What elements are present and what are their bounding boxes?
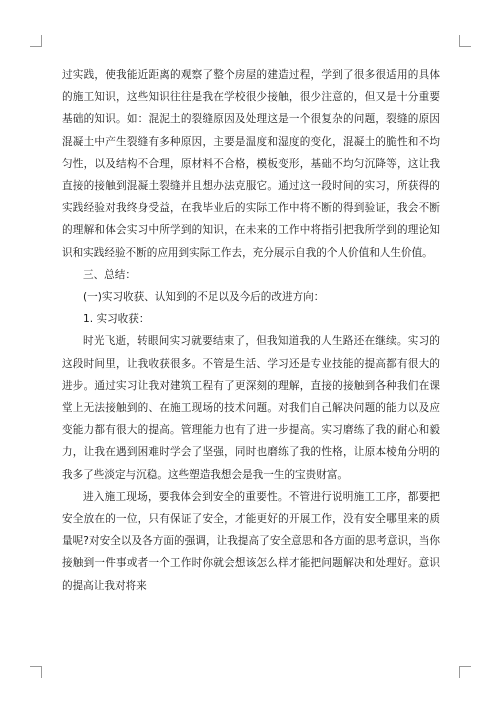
item-heading-internship-gains: 1. 实习收获： (83, 313, 150, 326)
paragraph-time-flies: 时光飞逝，转眼间实习就要结束了，但我知道我的人生路还在继续。实习的这段时间里，让我收获很多。不管是生活、学习还是专业技能的提高都有很大的进步。通过实习让我对建筑工程有了更深刻的理解，直接的接触到各种我们在课堂上无法接触到的、在施工现场的技术问题。对我们自己解决问题的能力以及应变能力都有很大的提高。管理能力也有了进一步提高。实习磨练了我的耐心和毅力，让我在遇到困难时学会了坚强，同时也磨练了我的性格，让原本棱角分明的我多了些淡定与沉稳。这些塑造我想会是我一生的宝贵财富。 (62, 335, 440, 481)
crop-mark-top-left (30, 35, 42, 47)
document-body (62, 64, 440, 597)
crop-mark-bottom-left (30, 666, 42, 678)
section-heading-summary: 三、总结： (83, 268, 136, 281)
subsection-heading-gains: (一)实习收获、认知到的不足以及今后的改进方向： (83, 291, 325, 304)
crop-mark-bottom-right (459, 666, 471, 678)
paragraph-safety: 进入施工现场，要我体会到安全的重要性。不管进行说明施工工序，都要把安全放在的一位，只有保证了安全，才能更好的开展工作，没有安全哪里来的质量呢?对安全以及各方面的强调，让我提高了安全意思和各方面的思考意识，当你接触到一件事或者一个工作时你就会想该怎么样才能把问题解决和处理好。意识的提高让我对将来 (62, 490, 440, 592)
paragraph-practice-knowledge: 过实践，使我能近距离的观察了整个房屋的建造过程，学到了很多很适用的具体的施工知识，这些知识往往是我在学校很少接触，很少注意的，但又是十分重要基础的知识。如：混泥土的裂缝原因及处理这是一个很复杂的问题，裂缝的原因混凝土中产生裂缝有多种原因，主要是温度和湿度的变化，混凝土的脆性和不均匀性，以及结构不合理，原材料不合格，模板变形，基础不均匀沉降等，这让我直接的接触到混凝土裂缝并且想办法克服它。通过这一段时间的实习，所获得的实践经验对我终身受益，在我毕业后的实际工作中将不断的得到验证，我会不断的理解和体会实习中所学到的知识，在未来的工作中将指引把我所学到的理论知识和实践经验不断的应用到实际工作去，充分展示自我的个人价值和人生价值。 (62, 69, 440, 259)
crop-mark-top-right (459, 35, 471, 47)
